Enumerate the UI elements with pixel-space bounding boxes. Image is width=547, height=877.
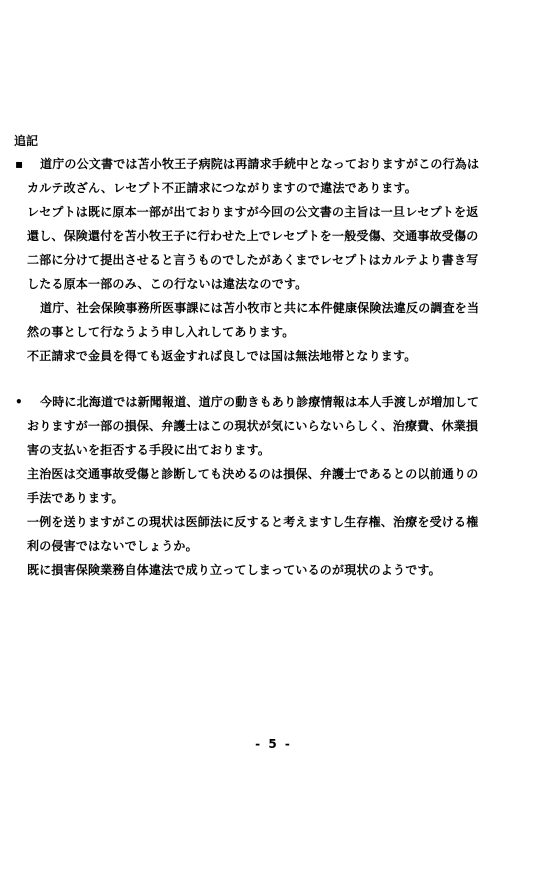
paragraph-line: 還し、保険還付を苫小牧王子に行わせた上でレセプトを一般受傷、交通事故受傷の bbox=[27, 229, 479, 243]
paragraph-line: 今時に北海道では新聞報道、道庁の動きもあり診療情報は本人手渡しが増加して bbox=[40, 395, 480, 409]
paragraph-line: したる原本一部のみ、この行ないは違法なのです。 bbox=[27, 277, 308, 291]
heading-addendum: 追記 bbox=[14, 134, 39, 148]
page-number: - 5 - bbox=[255, 737, 292, 751]
paragraph-line: 道庁の公文書では苫小牧王子病院は再請求手続中となっておりますがこの行為は bbox=[40, 157, 480, 171]
paragraph-line: 一例を送りますがこの現状は医師法に反すると考えますし生存権、治療を受ける権 bbox=[27, 515, 479, 529]
paragraph-line: 不正請求で金員を得ても返金すれば良しでは国は無法地帯となります。 bbox=[27, 349, 417, 363]
paragraph-line: レセプトは既に原本一部が出ておりますが今回の公文書の主旨は一旦レセプトを返 bbox=[27, 205, 479, 219]
paragraph-line: 利の侵害ではないでしょうか。 bbox=[27, 539, 198, 553]
paragraph-line: 道庁、社会保険事務所医事課には苫小牧市と共に本件健康保険法違反の調査を当 bbox=[40, 301, 480, 315]
paragraph-line: 主治医は交通事故受傷と診断しても決めるのは損保、弁護士であるとの以前通りの bbox=[27, 467, 479, 481]
bullet-marker: • bbox=[15, 395, 23, 409]
bullet-marker: ▪ bbox=[15, 157, 24, 171]
paragraph-line: 既に損害保険業務自体違法で成り立ってしまっているのが現状のようです。 bbox=[27, 563, 441, 577]
paragraph-line: カルテ改ざん、レセプト不正請求につながりますので違法であります。 bbox=[27, 181, 417, 195]
paragraph-line: 手法であります。 bbox=[27, 491, 124, 505]
paragraph-line: 二部に分けて提出させると言うものでしたがあくまでレセプトはカルテより書き写 bbox=[27, 253, 479, 267]
paragraph-line: 然の事として行なうよう申し入れしてあります。 bbox=[27, 325, 295, 339]
paragraph-line: おりますが一部の損保、弁護士はこの現状が気にいらないらしく、治療費、休業損 bbox=[27, 419, 479, 433]
paragraph-line: 害の支払いを拒否する手段に出ております。 bbox=[27, 443, 271, 457]
